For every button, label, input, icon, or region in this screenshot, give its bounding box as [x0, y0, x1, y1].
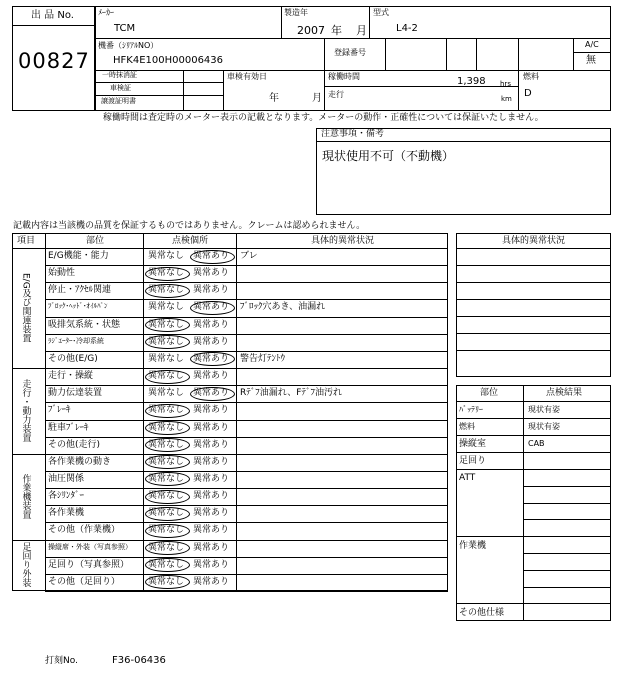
- row-part: ﾗｼﾞｴｰﾀｰ･冷却系統: [48, 336, 104, 345]
- group-label: 足回り外装: [20, 541, 31, 587]
- ok-option[interactable]: 異常なし: [148, 473, 185, 484]
- row-part: その他(走行): [48, 439, 101, 450]
- col-detail: 具体的異常状況: [311, 236, 375, 246]
- undercarriage-label: 足回り: [459, 456, 487, 466]
- notes-label: 注意事項・備考: [321, 129, 385, 139]
- group-label: 走行・動力装置: [20, 379, 31, 443]
- selection-circle: [145, 267, 190, 281]
- other-spec-label: その他仕様: [459, 608, 505, 618]
- ok-option[interactable]: 異常なし: [148, 525, 185, 536]
- ok-option[interactable]: 異常なし: [148, 576, 185, 587]
- ng-option[interactable]: 異常あり: [193, 422, 230, 433]
- row-detail: ﾌﾞﾛｯｸ穴あき、油漏れ: [240, 302, 326, 313]
- lot-no-label: 出 品 No.: [31, 10, 74, 21]
- col-check: 点検個所: [172, 236, 209, 246]
- ng-option[interactable]: 異常あり: [193, 353, 230, 364]
- row-part: 各作業機の動き: [48, 456, 112, 467]
- row-part: 走行・操縦: [48, 371, 94, 382]
- row-part: 油圧関係: [48, 473, 85, 484]
- model-label: 型式: [373, 8, 389, 17]
- hours-value: 1,398: [457, 76, 486, 87]
- row-detail: 警告灯ﾃﾝﾄｳ: [240, 353, 286, 364]
- ok-option[interactable]: 異常なし: [148, 371, 185, 382]
- row-part: その他(E/G): [48, 353, 98, 364]
- ng-option[interactable]: 異常あり: [193, 405, 230, 416]
- selection-circle: [190, 301, 235, 315]
- ok-option[interactable]: 異常なし: [148, 353, 185, 364]
- stamp-label: 打刻No.: [45, 656, 78, 666]
- selection-circle: [145, 284, 190, 298]
- ok-option[interactable]: 異常なし: [148, 405, 185, 416]
- battery-value: 現状有姿: [528, 405, 560, 414]
- right-detail-header: 具体的異常状況: [502, 236, 566, 246]
- ng-option[interactable]: 異常あり: [193, 371, 230, 382]
- right-detail-box: [456, 233, 611, 377]
- disclaimer: 記載内容は当該機の品質を保証するものではありません。クレームは認められません。: [13, 221, 366, 231]
- serial-label: 機番（ｼﾘｱﾙNO）: [98, 41, 159, 50]
- year-label: 製造年: [284, 8, 308, 17]
- lot-no: 00827: [18, 49, 90, 73]
- row-part: E/G機能・能力: [48, 251, 109, 261]
- group-label: 作業機装置: [20, 474, 31, 520]
- ng-option[interactable]: 異常あり: [193, 525, 230, 536]
- vehicle-cert-label: 車検証: [110, 84, 131, 92]
- ok-option[interactable]: 異常なし: [148, 268, 185, 279]
- inspection-label: 車検有効日: [227, 72, 267, 81]
- selection-circle: [190, 387, 235, 401]
- ng-option[interactable]: 異常あり: [193, 285, 230, 296]
- work-machine-label: 作業機: [459, 541, 487, 551]
- row-detail: Rﾃﾞﾌ油漏れ、Fﾃﾞﾌ油汚れ: [240, 388, 342, 399]
- fuel-value: D: [524, 88, 532, 99]
- cab-value: CAB: [528, 439, 545, 448]
- fuel-result-value: 現状有姿: [528, 422, 560, 431]
- selection-circle: [145, 404, 190, 418]
- row-part: ﾌﾞﾚｰｷ: [48, 405, 71, 416]
- row-part: 始動性: [48, 268, 76, 279]
- att-label: ATT: [459, 473, 476, 483]
- temp-cert-label: 一時抹消証: [102, 71, 137, 79]
- row-part: 各ｼﾘﾝﾀﾞｰ: [48, 491, 85, 502]
- travel-label: 走行: [328, 90, 344, 99]
- row-part: その他（足回り）: [48, 576, 121, 587]
- ng-option[interactable]: 異常あり: [193, 576, 230, 587]
- row-part: その他（作業機）: [48, 525, 121, 536]
- ng-option[interactable]: 異常あり: [193, 508, 230, 519]
- ok-option[interactable]: 異常なし: [148, 491, 185, 502]
- ok-option[interactable]: 異常なし: [148, 559, 185, 570]
- ok-option[interactable]: 異常なし: [148, 336, 185, 347]
- battery-label: ﾊﾞｯﾃﾘｰ: [459, 405, 483, 414]
- ng-option[interactable]: 異常あり: [193, 319, 230, 330]
- results-col-part: 部位: [480, 388, 499, 398]
- results-col-result: 点検結果: [546, 388, 583, 398]
- row-part: 操縦席・外装（写真参照）: [48, 542, 132, 551]
- fuel-label: 燃料: [523, 72, 539, 81]
- stamp-value: F36-06436: [112, 655, 166, 666]
- cab-label: 操縦室: [459, 439, 487, 449]
- hours-label: 稼働時間: [328, 72, 360, 81]
- group-label: E/G及び関連装置: [20, 273, 31, 343]
- row-part: 吸排気系統・状態: [48, 319, 121, 330]
- hours-note: 稼働時間は査定時のメーター表示の記載となります。メーターの動作・正確性については保証いたしません。: [103, 113, 544, 123]
- row-part: 各作業機: [48, 508, 85, 519]
- ng-option[interactable]: 異常あり: [193, 473, 230, 484]
- year: 2007: [297, 24, 325, 37]
- row-detail: ブレ: [240, 251, 258, 261]
- fuel-result-label: 燃料: [459, 422, 475, 431]
- selection-circle: [145, 524, 190, 538]
- reg-no-label: 登録番号: [334, 48, 366, 57]
- selection-circle: [145, 507, 190, 521]
- selection-circle: [190, 250, 235, 264]
- ok-option[interactable]: 異常なし: [148, 422, 185, 433]
- notes-text: 現状使用不可（不動機）: [322, 149, 455, 163]
- ng-option[interactable]: 異常あり: [193, 251, 230, 261]
- col-part: 部位: [86, 236, 105, 246]
- ac-value: 無: [586, 55, 596, 66]
- row-part: ﾌﾞﾛｯｸ･ﾍｯﾄﾞ･ｵｲﾙﾊﾟﾝ: [48, 302, 108, 311]
- maker-label: ﾒｰｶｰ: [98, 8, 114, 17]
- ng-option[interactable]: 異常あり: [193, 439, 230, 450]
- row-part: 停止・ｱｸｾﾙ関連: [48, 285, 112, 296]
- ng-option[interactable]: 異常あり: [193, 559, 230, 570]
- ok-option[interactable]: 異常なし: [148, 508, 185, 519]
- row-part: 動力伝達装置: [48, 388, 103, 399]
- maker: TCM: [114, 23, 136, 34]
- model: L4-2: [396, 23, 418, 34]
- col-item: 項目: [17, 236, 36, 246]
- ng-option[interactable]: 異常あり: [193, 336, 230, 347]
- serial: HFK4E100H00006436: [113, 55, 224, 66]
- selection-circle: [145, 318, 190, 332]
- ng-option[interactable]: 異常あり: [193, 542, 230, 553]
- ok-option[interactable]: 異常なし: [148, 285, 185, 296]
- ng-option[interactable]: 異常あり: [193, 268, 230, 279]
- row-part: 足回り（写真参照）: [48, 559, 130, 570]
- row-part: 駐車ﾌﾞﾚｰｷ: [48, 422, 89, 433]
- ac-label: A/C: [585, 40, 599, 49]
- ok-option[interactable]: 異常なし: [148, 456, 185, 467]
- ng-option[interactable]: 異常あり: [193, 456, 230, 467]
- ok-option[interactable]: 異常なし: [148, 439, 185, 450]
- ng-option[interactable]: 異常あり: [193, 302, 230, 313]
- selection-circle: [145, 490, 190, 504]
- ok-option[interactable]: 異常なし: [148, 251, 185, 261]
- ok-option[interactable]: 異常なし: [148, 302, 185, 313]
- transfer-cert-label: 譲渡証明書: [101, 97, 136, 105]
- ng-option[interactable]: 異常あり: [193, 388, 230, 399]
- selection-circle: [145, 370, 190, 384]
- selection-circle: [145, 421, 190, 435]
- ok-option[interactable]: 異常なし: [148, 388, 185, 399]
- ng-option[interactable]: 異常あり: [193, 491, 230, 502]
- ok-option[interactable]: 異常なし: [148, 319, 185, 330]
- ok-option[interactable]: 異常なし: [148, 542, 185, 553]
- selection-circle: [145, 541, 190, 555]
